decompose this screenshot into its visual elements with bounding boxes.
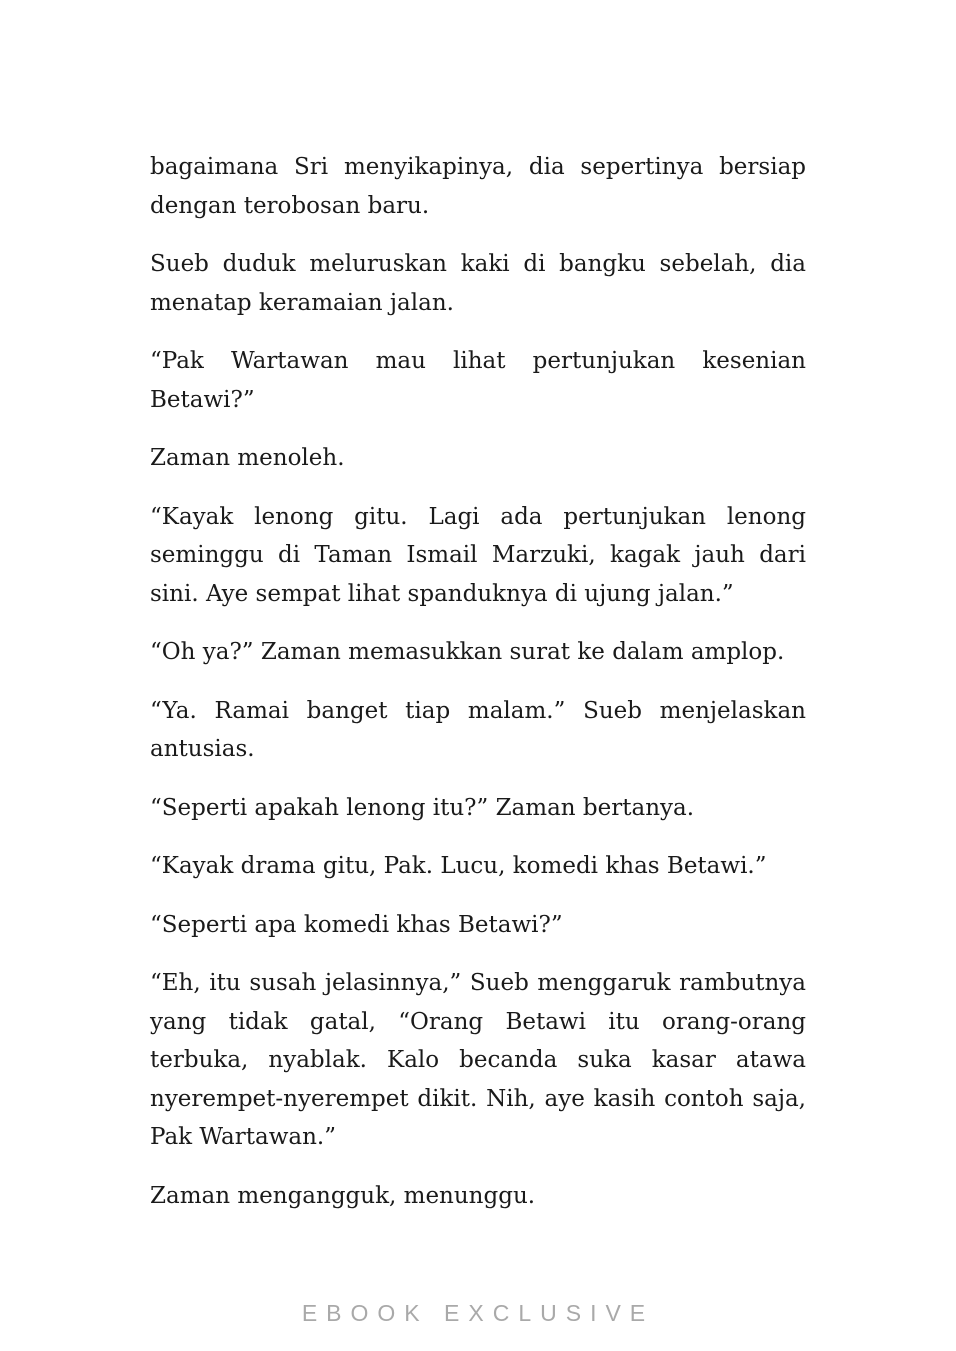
book-page-body <box>150 148 806 1235</box>
paragraph: “Kayak drama gitu, Pak. Lucu, komedi khas Betawi.” <box>150 853 767 879</box>
paragraph: bagaimana Sri menyikapinya, dia sepertinya bersiap dengan terobosan baru. <box>150 154 806 219</box>
paragraph: “Pak Wartawan mau lihat pertunjukan kesenian Betawi?” <box>150 348 806 413</box>
paragraph: “Oh ya?” Zaman memasukkan surat ke dalam amplop. <box>150 639 785 665</box>
paragraph: Sueb duduk meluruskan kaki di bangku sebelah, dia menatap keramaian jalan. <box>150 251 806 316</box>
paragraph: “Ya. Ramai banget tiap malam.” Sueb menjelaskan antusias. <box>150 697 806 762</box>
paragraph: “Seperti apakah lenong itu?” Zaman bertanya. <box>150 794 695 821</box>
paragraph: “Seperti apa komedi khas Betawi?” <box>150 911 563 938</box>
footer-watermark: EBOOK EXCLUSIVE <box>301 1300 655 1326</box>
paragraph: “Kayak lenong gitu. Lagi ada pertunjukan lenong seminggu di Taman Ismail Marzuki, kagak jauh dari sini. Aye sempat lihat spanduknya di ujung jalan.” <box>150 503 806 607</box>
paragraph: Zaman menoleh. <box>150 445 345 471</box>
paragraph: “Eh, itu susah jelasinnya,” Sueb menggaruk rambutnya yang tidak gatal, “Orang Betawi itu orang-orang terbuka, nyablak. Kalo becanda suka kasar atawa nyerempet-nyerempet dikit. Nih, aye kasih contoh saja, Pak Wartawan.” <box>150 970 806 1150</box>
paragraph: Zaman mengangguk, menunggu. <box>150 1182 536 1209</box>
